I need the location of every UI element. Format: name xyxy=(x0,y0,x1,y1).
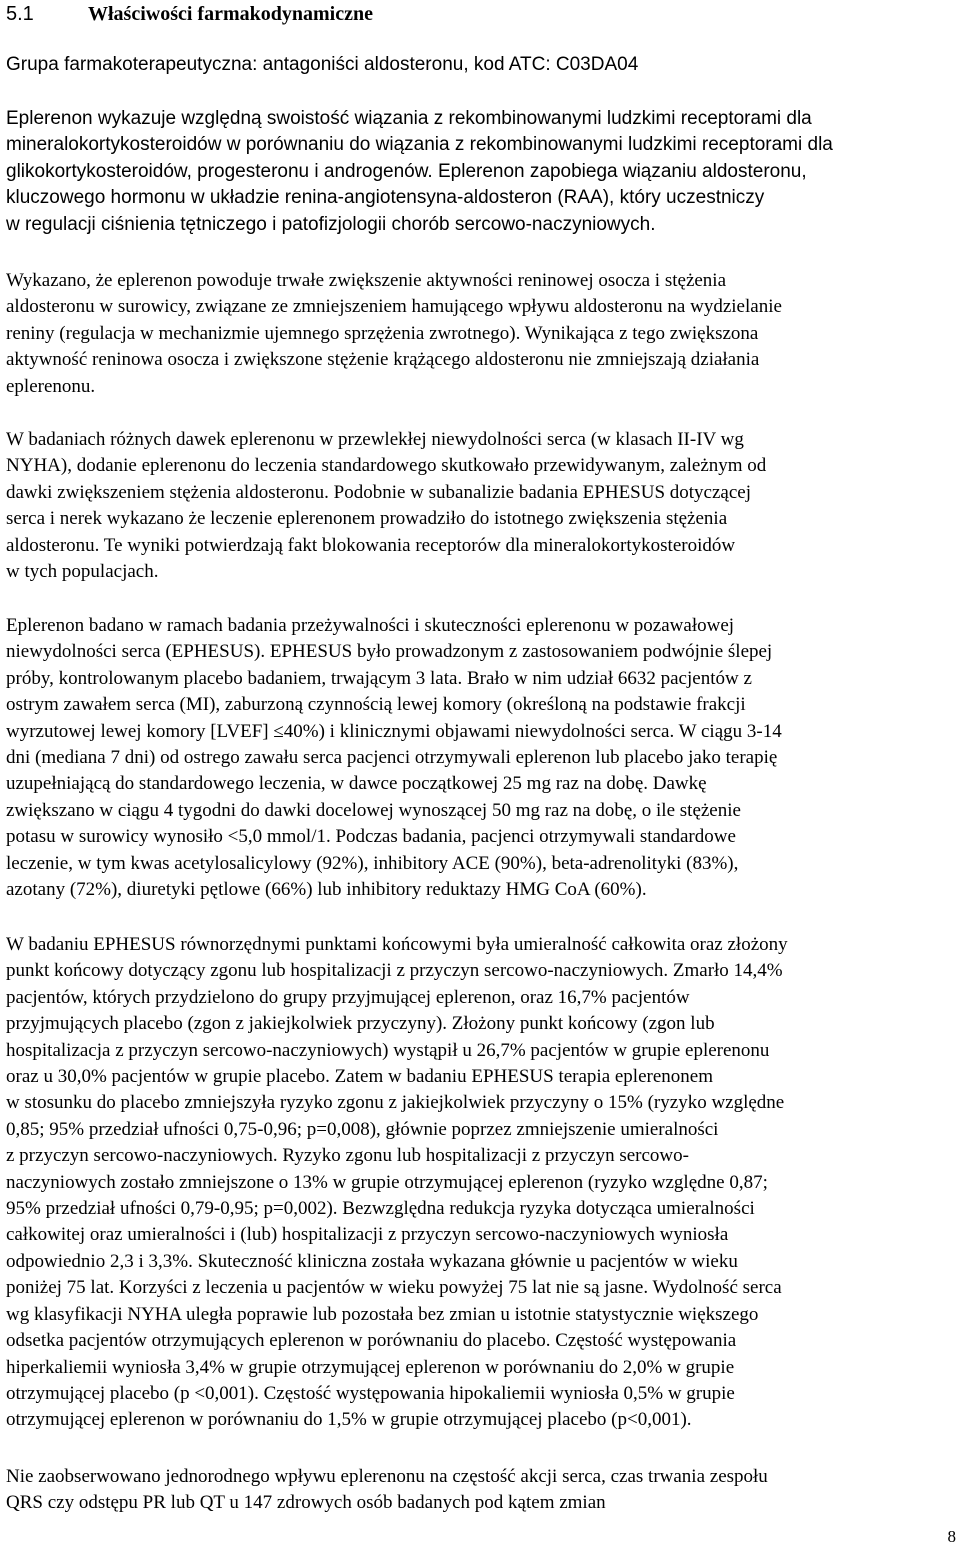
text-line: 95% przedział ufności 0,79-0,95; p=0,002). Bezwzględna redukcja ryzyka dotycząca umieralności xyxy=(6,1198,755,1220)
text-line: Eplerenon badano w ramach badania przeżywalności i skuteczności eplerenonu w pozawałowej xyxy=(6,615,735,636)
paragraph-renin-activity xyxy=(6,268,958,400)
text-line: pacjentów, których przydzielono do grupy przyjmującej eplerenon, oraz 16,7% pacjentów xyxy=(6,986,690,1008)
text-line: Nie zaobserwowano jednorodnego wpływu eplerenonu na częstość akcji serca, czas trwania zespołu xyxy=(6,1466,768,1487)
text-line: uzupełniającą do standardowego leczenia, w dawce początkowej 25 mg raz na dobę. Dawkę xyxy=(6,773,707,795)
text-line: wg klasyfikacji NYHA uległa poprawie lub pozostała bez zmian u istotnie statystycznie większego xyxy=(6,1303,759,1325)
text-line: reniny (regulacja w mechanizmie ujemnego sprzężenia zwrotnego). Wynikająca z tego zwiększona xyxy=(6,322,759,344)
text-line: aldosteronu w surowicy, związane ze zmniejszeniem hamującego wpływu aldosteronu na wydzielanie xyxy=(6,296,782,318)
text-line: Wykazano, że eplerenon powoduje trwałe zwiększenie aktywności reninowej osocza i stężenia xyxy=(6,270,727,291)
paragraph-heart-rate-ecg xyxy=(6,1464,958,1517)
text-line: Eplerenon wykazuje względną swoistość wiązania z rekombinowanymi ludzkimi receptorami dla xyxy=(6,108,812,129)
text-line: kluczowego hormonu w układzie renina-angiotensyna-aldosteron (RAA), który uczestniczy xyxy=(6,187,765,209)
text-line: serca i nerek wykazano że leczenie eplerenonem prowadziło do istotnego zwiększenia stężenia xyxy=(6,508,728,530)
text-line: odsetka pacjentów otrzymujących eplerenon w porównaniu do placebo. Częstość występowania xyxy=(6,1330,737,1352)
paragraph-pharmacotherapeutic-group xyxy=(6,52,958,78)
section-number: 5.1 xyxy=(6,2,34,25)
text-line: poniżej 75 lat. Korzyści z leczenia u pacjentów w wieku powyżej 75 lat nie są jasne. Wydolność serca xyxy=(6,1277,782,1299)
text-line: leczenie, w tym kwas acetylosalicylowy (92%), inhibitory ACE (90%), beta-adrenolityki (83%), xyxy=(6,852,739,874)
text-line: otrzymującej placebo (p <0,001). Częstość występowania hipokaliemii wyniosła 0,5% w grupie xyxy=(6,1382,735,1404)
text-line: W badaniu EPHESUS równorzędnymi punktami końcowymi była umieralność całkowita oraz złożony xyxy=(6,934,788,955)
paragraph-dose-studies xyxy=(6,427,958,585)
text-line: z przyczyn sercowo-naczyniowych. Ryzyko zgonu lub hospitalizacji z przyczyn sercowo- xyxy=(6,1145,689,1167)
text-line: niewydolności serca (EPHESUS). EPHESUS było prowadzonym z zastosowaniem podwójnie ślepej xyxy=(6,641,773,663)
section-title: Właściwości farmakodynamiczne xyxy=(88,2,373,25)
text-line: eplerenonu. xyxy=(6,375,96,397)
text-line: QRS czy odstępu PR lub QT u 147 zdrowych osób badanych pod kątem zmian xyxy=(6,1492,606,1514)
text-line: w regulacji ciśnienia tętniczego i patofizjologii chorób sercowo-naczyniowych. xyxy=(6,213,656,235)
text-line: przyjmujących placebo (zgon z jakiejkolwiek przyczyny). Złożony punkt końcowy (zgon lub xyxy=(6,1013,715,1035)
text-line: NYHA), dodanie eplerenonu do leczenia standardowego skutkowało przewidywanym, zależnym od xyxy=(6,455,767,477)
text-line: ostrym zawałem serca (MI), zaburzoną czynnością lewej komory (określoną na podstawie frakcji xyxy=(6,694,746,716)
paragraph-ephesus-results xyxy=(6,932,958,1434)
text-line: w stosunku do placebo zmniejszyła ryzyko zgonu z jakiejkolwiek przyczyny o 15% (ryzyko względne xyxy=(6,1092,785,1114)
text-line: hospitalizacja z przyczyn sercowo-naczyniowych) wystąpił u 26,7% pacjentów w grupie eplerenonu xyxy=(6,1039,770,1061)
paragraph-ephesus-design xyxy=(6,613,958,903)
text-line: całkowitej oraz umieralności i (lub) hospitalizacji z przyczyn sercowo-naczyniowych wyniosła xyxy=(6,1224,729,1246)
text-line: wyrzutowej lewej komory [LVEF] ≤40%) i klinicznymi objawami niewydolności serca. W ciągu 3-14 xyxy=(6,720,782,742)
text-line: hiperkaliemii wyniosła 3,4% w grupie otrzymującej eplerenon w porównaniu do 2,0% w grupie xyxy=(6,1356,735,1378)
text-line: w tych populacjach. xyxy=(6,561,159,583)
text-line: mineralokortykosteroidów w porównaniu do wiązania z rekombinowanymi ludzkimi receptorami dla xyxy=(6,134,833,156)
text-line: dawki zwiększeniem stężenia aldosteronu. Podobnie w subanalizie badania EPHESUS dotyczącej xyxy=(6,481,751,503)
text-line: naczyniowych zostało zmniejszone o 13% w grupie otrzymującej eplerenon (ryzyko względne 0,87; xyxy=(6,1171,768,1193)
text-line: punkt końcowy dotyczący zgonu lub hospitalizacji z przyczyn sercowo-naczyniowych. Zmarło 14,4% xyxy=(6,960,783,982)
page-number: 8 xyxy=(947,1527,956,1546)
text-line: azotany (72%), diuretyki pętlowe (66%) lub inhibitory reduktazy HMG CoA (60%). xyxy=(6,879,647,901)
text-line: dni (mediana 7 dni) od ostrego zawału serca pacjenci otrzymywali eplerenon lub placebo jako terapię xyxy=(6,747,778,769)
text-line: zwiększano w ciągu 4 tygodni do dawki docelowej wynoszącej 50 mg raz na dobę, o ile stężenie xyxy=(6,799,741,821)
text-line: odpowiednio 2,3 i 3,3%. Skuteczność kliniczna została wykazana głównie u pacjentów w wieku xyxy=(6,1250,738,1272)
text-line: aktywność reninowa osocza i zwiększone stężenie krążącego aldosteronu nie zmniejszają działania xyxy=(6,349,760,371)
text-line: oraz u 30,0% pacjentów w grupie placebo. Zatem w badaniu EPHESUS terapia eplerenonem xyxy=(6,1066,713,1088)
text-line: próby, kontrolowanym placebo badaniem, trwającym 3 lata. Brało w nim udział 6632 pacjentów z xyxy=(6,667,752,689)
text-line: potasu w surowicy wynosiło <5,0 mmol/1. Podczas badania, pacjenci otrzymywali standardowe xyxy=(6,826,736,848)
text-line: glikokortykosteroidów, progesteronu i androgenów. Eplerenon zapobiega wiązaniu aldosteronu, xyxy=(6,160,807,182)
paragraph-receptor-binding xyxy=(6,106,958,238)
text-line: Grupa farmakoterapeutyczna: antagoniści aldosteronu, kod ATC: C03DA04 xyxy=(6,54,639,75)
text-line: aldosteronu. Te wyniki potwierdzają fakt blokowania receptorów dla mineralokortykosteroidów xyxy=(6,534,736,556)
text-line: 0,85; 95% przedział ufności 0,75-0,96; p=0,008), głównie poprzez zmniejszenie umieralności xyxy=(6,1118,719,1140)
text-line: W badaniach różnych dawek eplerenonu w przewlekłej niewydolności serca (w klasach II-IV wg xyxy=(6,429,744,450)
text-line: otrzymującej eplerenon w porównaniu do 1,5% w grupie otrzymującej placebo (p<0,001). xyxy=(6,1409,692,1431)
section-heading xyxy=(6,0,373,28)
